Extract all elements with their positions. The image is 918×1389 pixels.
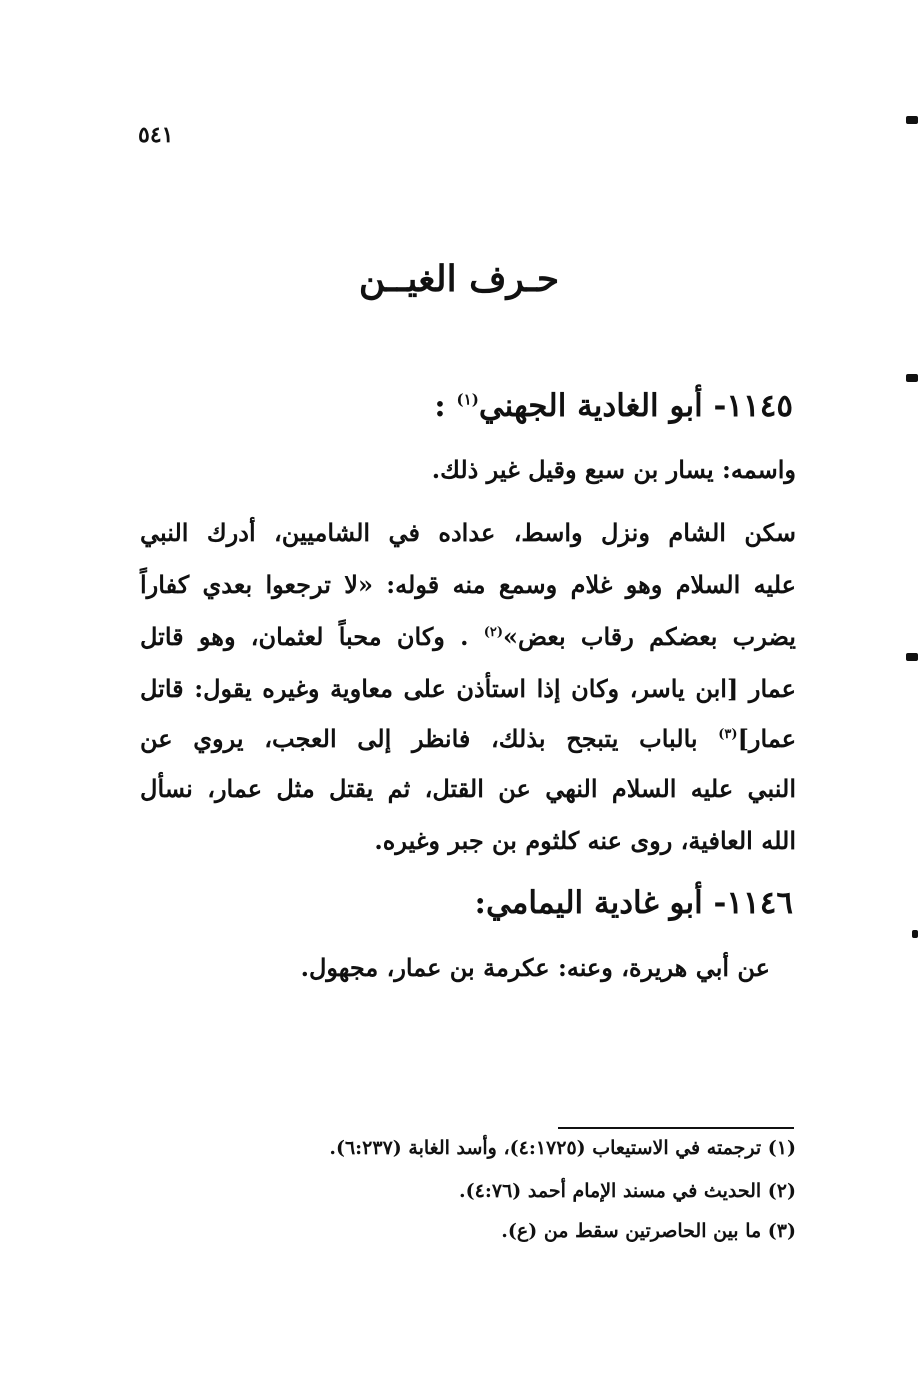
entry-heading-1146 bbox=[475, 885, 794, 921]
page-number: ٥٤١ bbox=[138, 122, 174, 148]
text-fragment: عمار] bbox=[737, 724, 797, 753]
scan-edge-mark bbox=[906, 116, 918, 124]
footnote-ref: (٢) bbox=[483, 625, 503, 640]
footnote-rule bbox=[558, 1127, 794, 1129]
text-fragment: بالباب يتبجح بذلك، فانظر إلى العجب، يروي عن bbox=[140, 724, 698, 753]
entry-text-line: الله العافية، روى عنه كلثوم بن جبر وغيره. bbox=[374, 826, 796, 855]
footnote-1: (١) ترجمته في الاستيعاب (٤:١٧٢٥)، وأسد الغابة (٦:٢٣٧). bbox=[329, 1137, 796, 1159]
entry-text-line bbox=[140, 622, 796, 651]
section-title: حـرف الغيــن bbox=[358, 258, 560, 300]
entry-text-line: سكن الشام ونزل واسط، عداده في الشاميين، أدرك النبي bbox=[140, 518, 796, 547]
entry-name: أبو الغادية الجهني bbox=[478, 388, 703, 424]
text-fragment: . وكان محباً لعثمان، وهو قاتل bbox=[140, 622, 469, 651]
entry-text-line: واسمه: يسار بن سبع وقيل غير ذلك. bbox=[431, 455, 796, 484]
scan-edge-mark bbox=[906, 374, 918, 382]
footnote-3: (٣) ما بين الحاصرتين سقط من (ع). bbox=[501, 1220, 796, 1242]
entry-suffix: : bbox=[434, 388, 446, 424]
text-fragment: يضرب بعضكم رقاب بعض» bbox=[502, 622, 796, 651]
footnote-2: (٢) الحديث في مسند الإمام أحمد (٤:٧٦). bbox=[459, 1180, 796, 1202]
entry-text-line bbox=[140, 724, 796, 753]
entry-number: ١١٤٦- bbox=[713, 885, 793, 921]
footnote-ref: (٣) bbox=[718, 727, 738, 742]
entry-text-line: النبي عليه السلام النهي عن القتل، ثم يقتل مثل عمار، نسأل bbox=[140, 774, 796, 803]
entry-text-line: عن أبي هريرة، وعنه: عكرمة بن عمار، مجهول. bbox=[300, 953, 770, 982]
scan-edge-mark bbox=[912, 930, 918, 938]
entry-text-line: عليه السلام وهو غلام وسمع منه قوله: «لا ترجعوا بعدي كفاراً bbox=[140, 570, 796, 599]
entry-number: ١١٤٥- bbox=[713, 388, 793, 424]
footnote-ref: (١) bbox=[456, 390, 479, 409]
entry-name: أبو غادية اليمامي: bbox=[474, 885, 703, 921]
entry-text-line: عمار [ابن ياسر، وكان إذا استأذن على معاوية وغيره يقول: قاتل bbox=[140, 674, 797, 703]
entry-heading-1145 bbox=[434, 388, 793, 424]
scan-edge-mark bbox=[906, 653, 918, 661]
